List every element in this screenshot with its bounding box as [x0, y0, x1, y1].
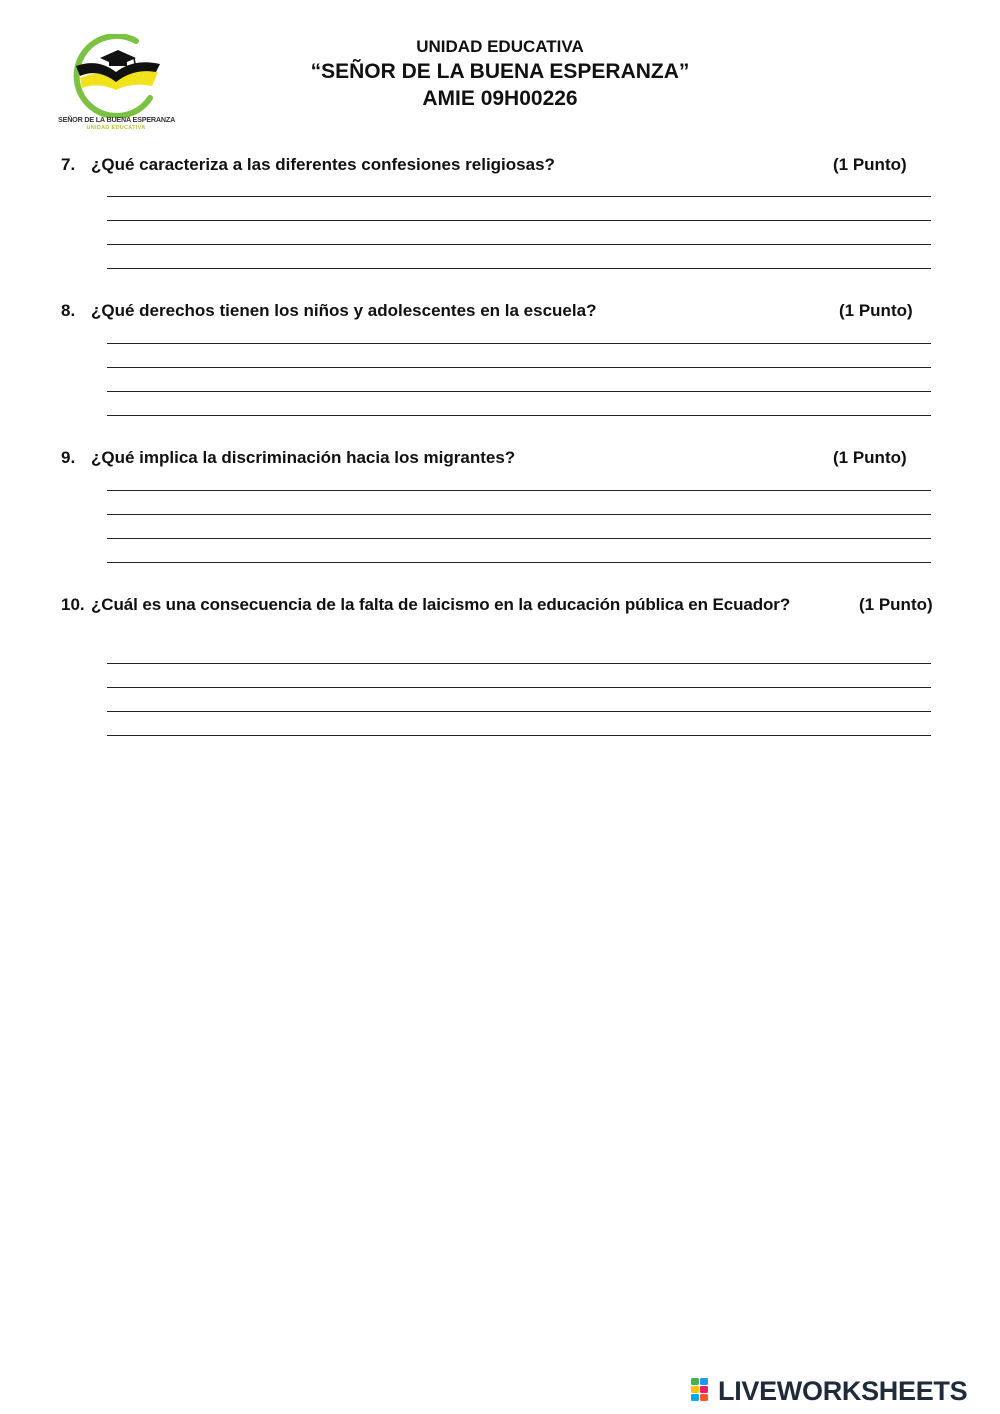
answer-line[interactable] [107, 687, 931, 688]
answer-line[interactable] [107, 538, 931, 539]
question-points: (1 Punto) [833, 448, 907, 467]
question-9 [61, 448, 961, 472]
question-number: 8. [61, 301, 76, 320]
answer-line[interactable] [107, 711, 931, 712]
question-8 [61, 301, 961, 325]
question-number: 7. [61, 155, 76, 174]
answer-line[interactable] [107, 343, 931, 344]
answer-line[interactable] [107, 490, 931, 491]
logo-subtitle: UNIDAD EDUCATIVA [86, 125, 146, 131]
question-text: ¿Cuál es una consecuencia de la falta de laicismo en la educación pública en Ecuador? [91, 595, 791, 614]
answer-line[interactable] [107, 220, 931, 221]
question-10 [61, 595, 961, 619]
answer-line[interactable] [107, 735, 931, 736]
brand-name: LIVEWORKSHEETS [718, 1376, 968, 1406]
question-text: ¿Qué caracteriza a las diferentes confesiones religiosas? [91, 155, 555, 174]
question-text: ¿Qué implica la discriminación hacia los migrantes? [91, 448, 516, 467]
school-name-heading: “SEÑOR DE LA BUENA ESPERANZA” [310, 60, 690, 83]
question-7 [61, 155, 961, 179]
school-type-heading: UNIDAD EDUCATIVA [416, 37, 584, 56]
answer-line[interactable] [107, 663, 931, 664]
logo-name: SEÑOR DE LA BUENA ESPERANZA [58, 115, 176, 124]
answer-line[interactable] [107, 562, 931, 563]
answer-line[interactable] [107, 391, 931, 392]
question-number: 9. [61, 448, 76, 467]
liveworksheets-logo-icon [691, 1378, 717, 1402]
question-points: (1 Punto) [839, 301, 913, 320]
question-number: 10. [61, 595, 85, 614]
answer-line[interactable] [107, 367, 931, 368]
question-points: (1 Punto) [859, 595, 933, 614]
answer-line[interactable] [107, 244, 931, 245]
answer-line[interactable] [107, 196, 931, 197]
question-text: ¿Qué derechos tienen los niños y adolescentes en la escuela? [91, 301, 597, 320]
answer-line[interactable] [107, 514, 931, 515]
answer-line[interactable] [107, 268, 931, 269]
amie-code-heading: AMIE 09H00226 [422, 87, 578, 110]
question-points: (1 Punto) [833, 155, 907, 174]
answer-line[interactable] [107, 415, 931, 416]
